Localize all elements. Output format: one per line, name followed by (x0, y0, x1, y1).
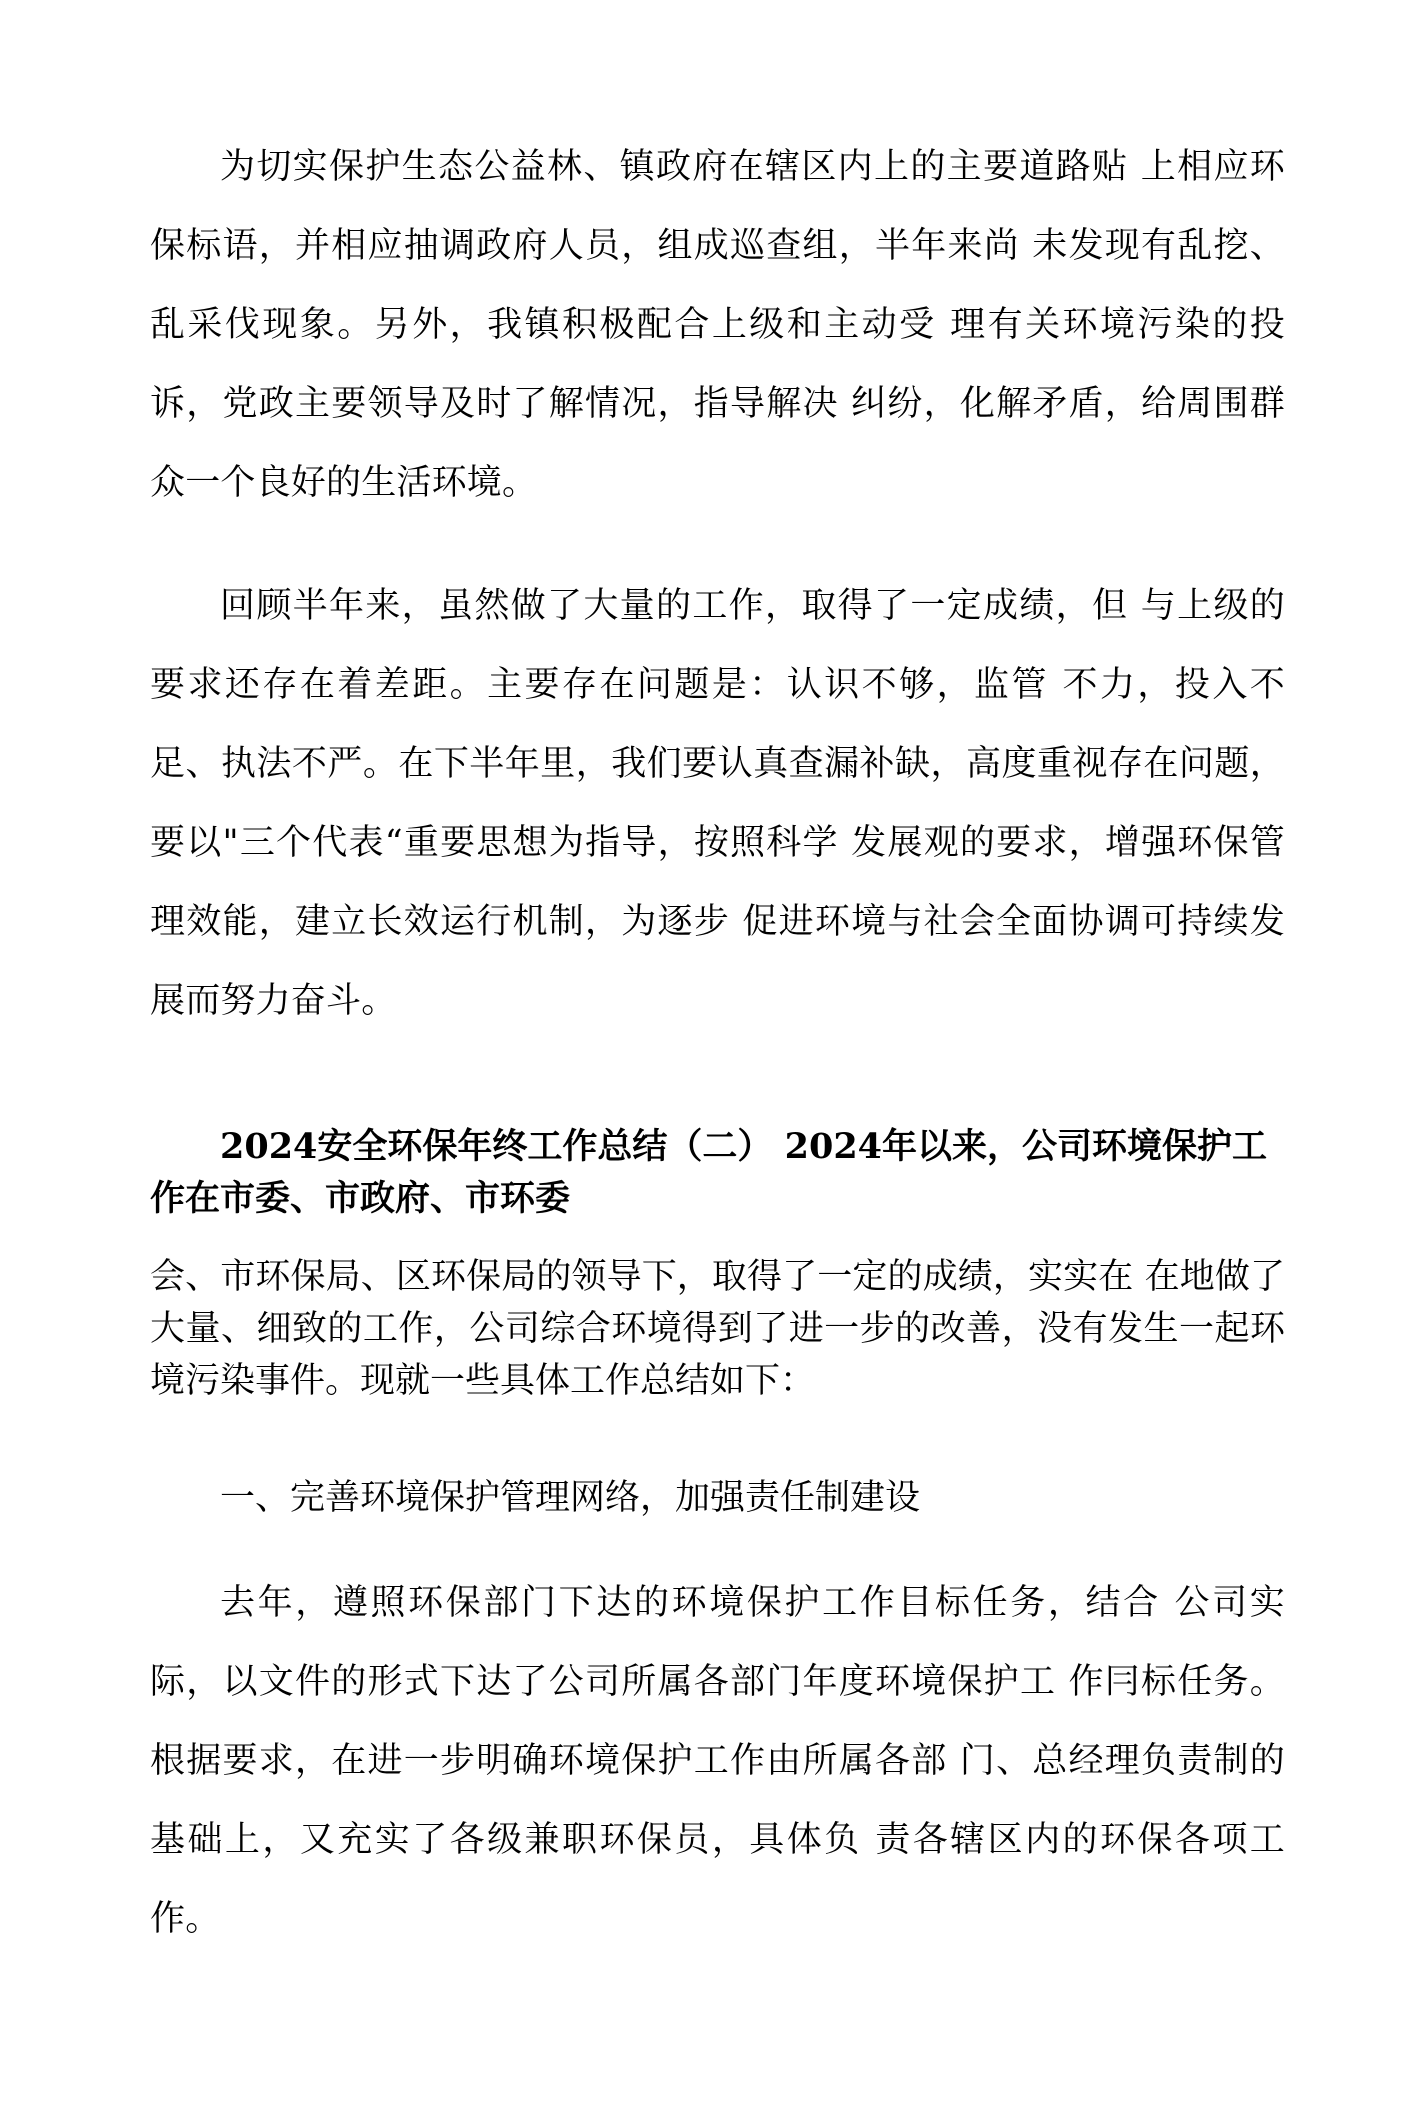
paragraph-gap-4 (150, 1407, 1285, 1459)
heading-year-second: 2024 (784, 1126, 883, 1167)
paragraph-last-year-targets: 去年，遵照环保部门下达的环境保护工作目标任务，结合 公司实际，以文件的形式下达了公司所属各部门年度环境保护工 作冃标任务。根据要求，在进一步明确环境保护工作由所属各部 门、总经理负责制的基础上，又充实了各级兼职环保员，具体负 责各辖区内的环保各项工作。 (150, 1583, 1285, 1939)
paragraph-gap-3 (150, 1225, 1285, 1251)
heading-2024-safety-environmental-summary (150, 1121, 1285, 1225)
paragraph-company-environment-results: 会、市环保局、区环保局的领导下，取得了一定的成绩，实实在 在地做了大量、细致的工作，公司综合环境得到了进一步的改善，没有发生一起环境污染事件。现就一些具体工作总结如下： (150, 1257, 1285, 1401)
heading-year-first: 2024 (220, 1126, 318, 1167)
paragraph-ecological-forest-protection: 为切实保护生态公益林、镇政府在辖区内上的主要道路贴 上相应环保标语，并相应抽调政府人员，组成巡查组，半年来尚 未发现有乱挖、乱采伐现象。另外，我镇积极配合上级和主动受 理有关环境污染的投诉，党政主要领导及时了解情况，指导解决 纠纷，化解矛盾，给周围群众一个良好的生活环境。 (150, 147, 1285, 503)
paragraph-gap-1 (150, 541, 1285, 567)
heading-tail-text: 年以来，公司环境保护工作在市委、市政府、市环委 (150, 1126, 1268, 1219)
paragraph-gap-5 (150, 1538, 1285, 1564)
paragraph-half-year-review: 回顾半年来，虽然做了大量的工作，取得了一定成绩，但 与上级的要求还存在着差距。主要存在问题是：认识不够，监管 不力，投入不足、执法不严。在下半年里，我们要认真查漏补缺，高度重视存在问题，要以"三个代表“重要思想为指导，按照科学 发展观的要求，增强环保管理效能，建立长效运行机制，为逐步 促进环境与社会全面协调可持续发展而努力奋斗。 (150, 586, 1285, 1021)
document-content (150, 128, 1285, 1977)
heading-title-text: 安全环保年终工作总结（二） (317, 1126, 773, 1167)
paragraph-gap-2 (150, 1059, 1285, 1121)
section-heading-management-network: 一、完善环境保护管理网络，加强责任制建设 (220, 1478, 921, 1518)
